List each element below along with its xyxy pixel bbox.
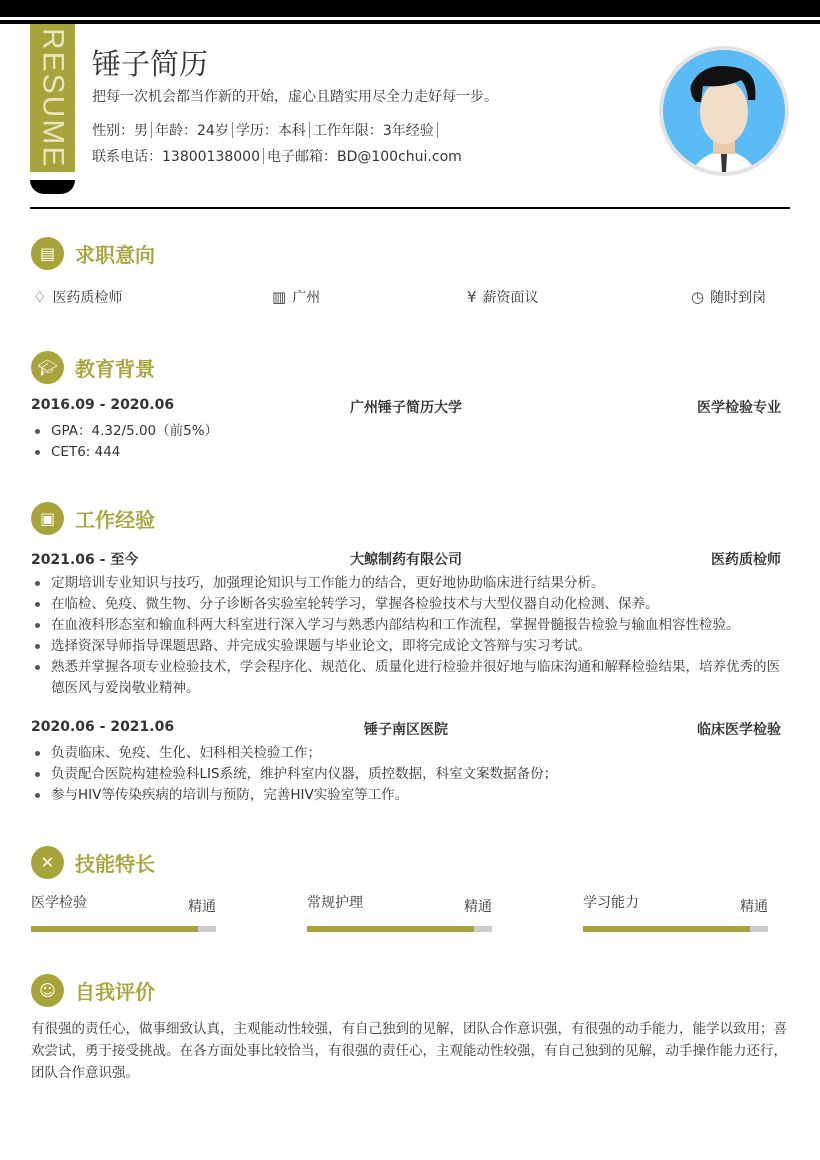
basic-info	[92, 120, 441, 140]
contact-info	[92, 146, 462, 166]
section-intent-header	[31, 237, 155, 270]
skill-bar	[583, 926, 768, 932]
header-divider	[30, 207, 790, 209]
intent-salary	[467, 287, 539, 307]
avatar	[659, 46, 789, 176]
section-title: 教育背景	[75, 357, 155, 381]
info-age: 年龄：24岁	[155, 123, 229, 139]
work-entry	[31, 719, 781, 806]
skill-level: 精通	[464, 899, 492, 915]
skill-item	[307, 892, 492, 932]
section-title: 工作经验	[75, 508, 155, 532]
resume-tag-cap	[30, 180, 75, 194]
list-item: GPA：4.32/5.00（前5%）	[31, 421, 781, 442]
list-item: 在血液科形态室和输血科两大科室进行深入学习与熟悉内部结构和工作流程，掌握骨髓报告检验与输血相容性检验。	[31, 615, 781, 636]
work-title: 临床医学检验	[697, 722, 781, 738]
work-date: 2021.06 - 至今	[31, 552, 139, 568]
work-title: 医药质检师	[711, 552, 781, 568]
resume-name: 锤子简历	[92, 47, 209, 81]
info-experience: 工作年限：3年经验	[312, 123, 434, 139]
section-skills-header	[31, 846, 155, 879]
section-title: 求职意向	[75, 243, 155, 267]
skill-bar	[31, 926, 216, 932]
list-item: 参与HIV等传染疾病的培训与预防，完善HIV实验室等工作。	[31, 785, 781, 806]
section-education-header	[31, 351, 155, 384]
motto: 把每一次机会都当作新的开始，虚心且踏实用尽全力走好每一步。	[92, 89, 498, 105]
graduation-cap-icon: 🎓︎	[31, 351, 64, 384]
edu-major: 医学检验专业	[697, 400, 781, 416]
info-email: 电子邮箱：BD@100chui.com	[266, 149, 462, 165]
top-line	[0, 20, 820, 24]
briefcase-icon: ▣	[31, 502, 64, 535]
education-entry	[31, 397, 781, 463]
skill-item	[583, 892, 768, 932]
list-item: CET6: 444	[31, 442, 781, 463]
work-company: 大鲸制药有限公司	[350, 552, 462, 568]
skill-name: 常规护理	[307, 895, 363, 911]
intent-text: 医药质检师	[52, 290, 123, 306]
intent-text: 薪资面议	[482, 290, 539, 306]
intent-position	[33, 287, 122, 307]
building-icon: ▥	[272, 288, 287, 306]
work-date: 2020.06 - 2021.06	[31, 719, 175, 735]
edu-school: 广州锤子简历大学	[350, 400, 462, 416]
section-title: 自我评价	[75, 980, 155, 1004]
self-evaluation: 有很强的责任心，做事细致认真，主观能动性较强，有自己独到的见解，团队合作意识强，有很强的动手能力，能学以致用；喜欢尝试，勇于接受挑战。在各方面处事比较恰当，有很强的责任心，主观能动性较强，有自己独到的见解，动手操作能力还行，团队合作意识强。	[31, 1021, 787, 1081]
info-degree: 学历：本科	[235, 123, 306, 139]
skill-bar	[307, 926, 492, 932]
skill-level: 精通	[740, 899, 768, 915]
skill-bar-fill	[31, 926, 198, 932]
section-work-header	[31, 502, 155, 535]
top-bar	[0, 0, 820, 17]
work-entry	[31, 549, 781, 699]
list-item: 负责临床、免疫、生化、妇科相关检验工作；	[31, 743, 781, 764]
info-phone: 联系电话：13800138000	[92, 149, 260, 165]
list-item: 定期培训专业知识与技巧，加强理论知识与工作能力的结合，更好地协助临床进行结果分析。	[31, 573, 781, 594]
skill-level: 精通	[188, 899, 216, 915]
skill-bar-fill	[307, 926, 474, 932]
edu-date: 2016.09 - 2020.06	[31, 397, 175, 413]
info-gender: 性别：男	[92, 123, 148, 139]
yen-icon: ¥	[467, 288, 477, 306]
list-item: 负责配合医院构建检验科LIS系统，维护科室内仪器，质控数据，科室文案数据备份；	[31, 764, 781, 785]
section-self-eval-header	[31, 974, 155, 1007]
section-title: 技能特长	[75, 852, 155, 876]
list-item: 在临检、免疫、微生物、分子诊断各实验室轮转学习，掌握各检验技术与大型仪器自动化检测、保养。	[31, 594, 781, 615]
clock-icon: ◷	[691, 288, 705, 306]
intent-city	[272, 287, 320, 307]
skill-name: 医学检验	[31, 895, 87, 911]
intent-availability	[691, 287, 766, 307]
user-icon: ☺	[31, 974, 64, 1007]
resume-tag: RESUME	[30, 24, 75, 172]
intent-text: 广州	[292, 290, 321, 306]
list-item: 选择资深导师指导课题思路、并完成实验课题与毕业论文，即将完成论文答辩与实习考试。	[31, 636, 781, 657]
skill-item	[31, 892, 216, 932]
clipboard-icon: ▤	[31, 237, 64, 270]
tools-icon: ✕	[31, 846, 64, 879]
skill-bar-fill	[583, 926, 750, 932]
intent-text: 随时到岗	[710, 290, 767, 306]
skill-name: 学习能力	[583, 895, 639, 911]
tie-icon: ♢	[33, 288, 47, 306]
work-company: 锤子南区医院	[364, 722, 448, 738]
list-item: 熟悉并掌握各项专业检验技术，学会程序化、规范化、质量化进行检验并很好地与临床沟通和解释检验结果，培养优秀的医德医风与爱岗敬业精神。	[31, 657, 781, 699]
